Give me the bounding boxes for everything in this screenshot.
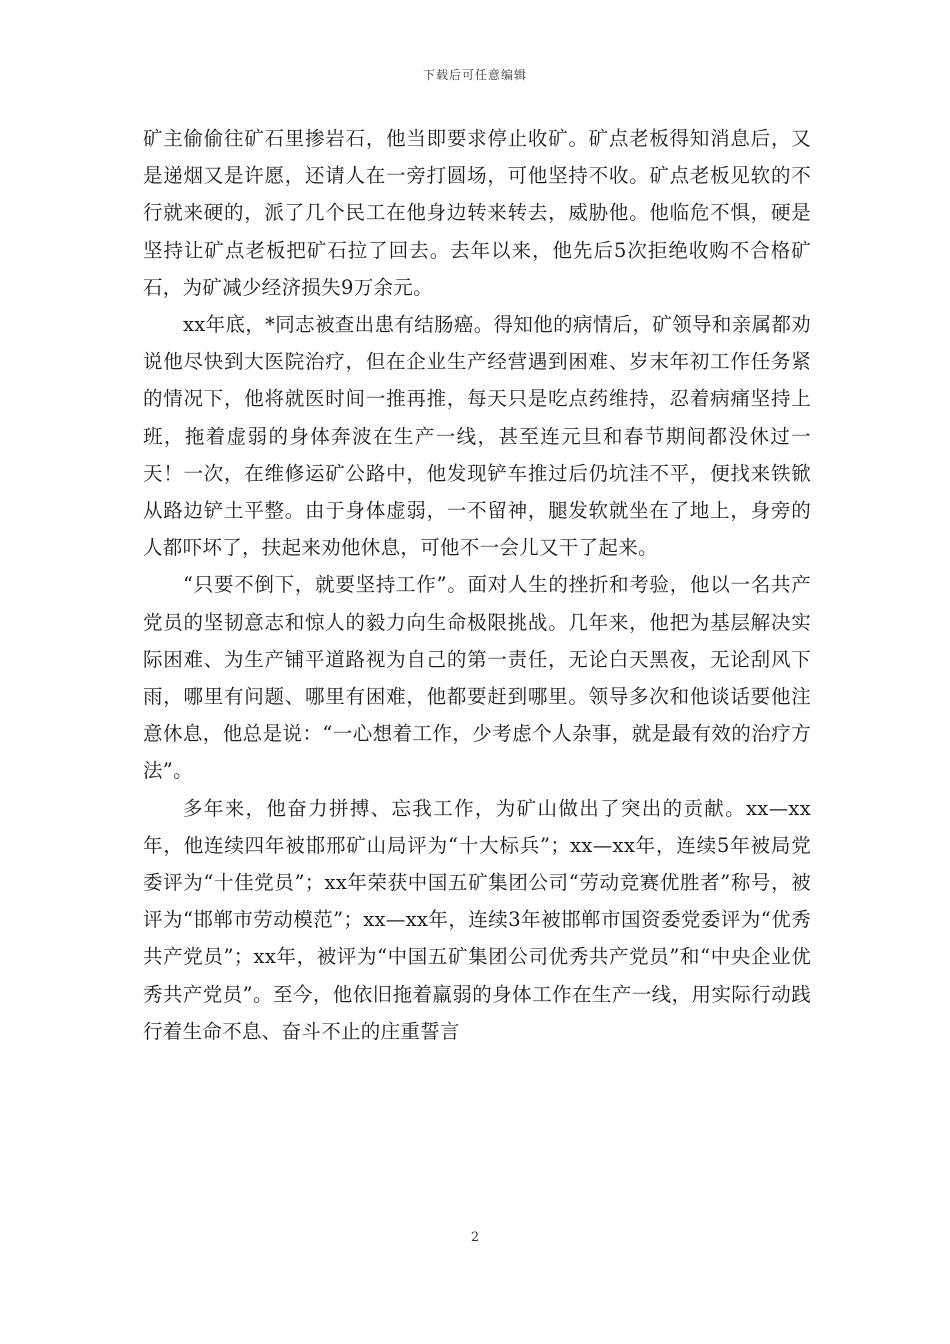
paragraph-4: 多年来，他奋力拼搏、忘我工作，为矿山做出了突出的贡献。xx—xx年，他连续四年被邯邢矿山局评为“十大标兵”；xx—xx年，连续5年被局党委评为“十佳党员”；xx年荣获中国五矿集团公司“劳动竞赛优胜者”称号，被评为“邯郸市劳动模范”；xx—xx年，连续3年被邯郸市国资委党委评为“优秀共产党员”；xx年，被评为“中国五矿集团公司优秀共产党员”和“中央企业优秀共产党员”。至今，他依旧拖着羸弱的身体工作在生产一线，用实际行动践行着生命不息、奋斗不止的庄重誓言: [143, 796, 811, 1043]
page-header: 下载后可任意编辑: [422, 68, 527, 82]
paragraph-2: xx年底，*同志被查出患有结肠癌。得知他的病情后，矿领导和亲属都劝说他尽快到大医院治疗，但在企业生产经营遇到困难、岁末年初工作任务紧的情况下，他将就医时间一推再推，每天只是吃点药维持，忍着病痛坚持上班，拖着虚弱的身体奔波在生产一线，甚至连元旦和春节期间都没休过一天！一次，在维修运矿公路中，他发现铲车推过后仍坑洼不平，便找来铁锨从路边铲土平整。由于身体虚弱，一不留神，腿发软就坐在了地上，身旁的人都吓坏了，扶起来劝他休息，可他不一会儿又干了起来。: [143, 313, 811, 560]
paragraph-1: 矿主偷偷往矿石里掺岩石，他当即要求停止收矿。矿点老板得知消息后，又是递烟又是许愿，还请人在一旁打圆场，可他坚持不收。矿点老板见软的不行就来硬的，派了几个民工在他身边转来转去，威胁他。他临危不惧，硬是坚持让矿点老板把矿石拉了回去。去年以来，他先后5次拒绝收购不合格矿石，为矿减少经济损失9万余元。: [143, 127, 811, 299]
paragraph-3: “只要不倒下，就要坚持工作”。面对人生的挫折和考验，他以一名共产党员的坚韧意志和惊人的毅力向生命极限挑战。几年来，他把为基层解决实际困难、为生产铺平道路视为自己的第一责任，无论白天黑夜，无论刮风下雨，哪里有问题、哪里有困难，他都要赶到哪里。领导多次和他谈话要他注意休息，他总是说：“一心想着工作，少考虑个人杂事，就是最有效的治疗方法”。: [143, 573, 811, 783]
document-body: [143, 120, 811, 1050]
page-number: 2: [470, 1230, 480, 1245]
